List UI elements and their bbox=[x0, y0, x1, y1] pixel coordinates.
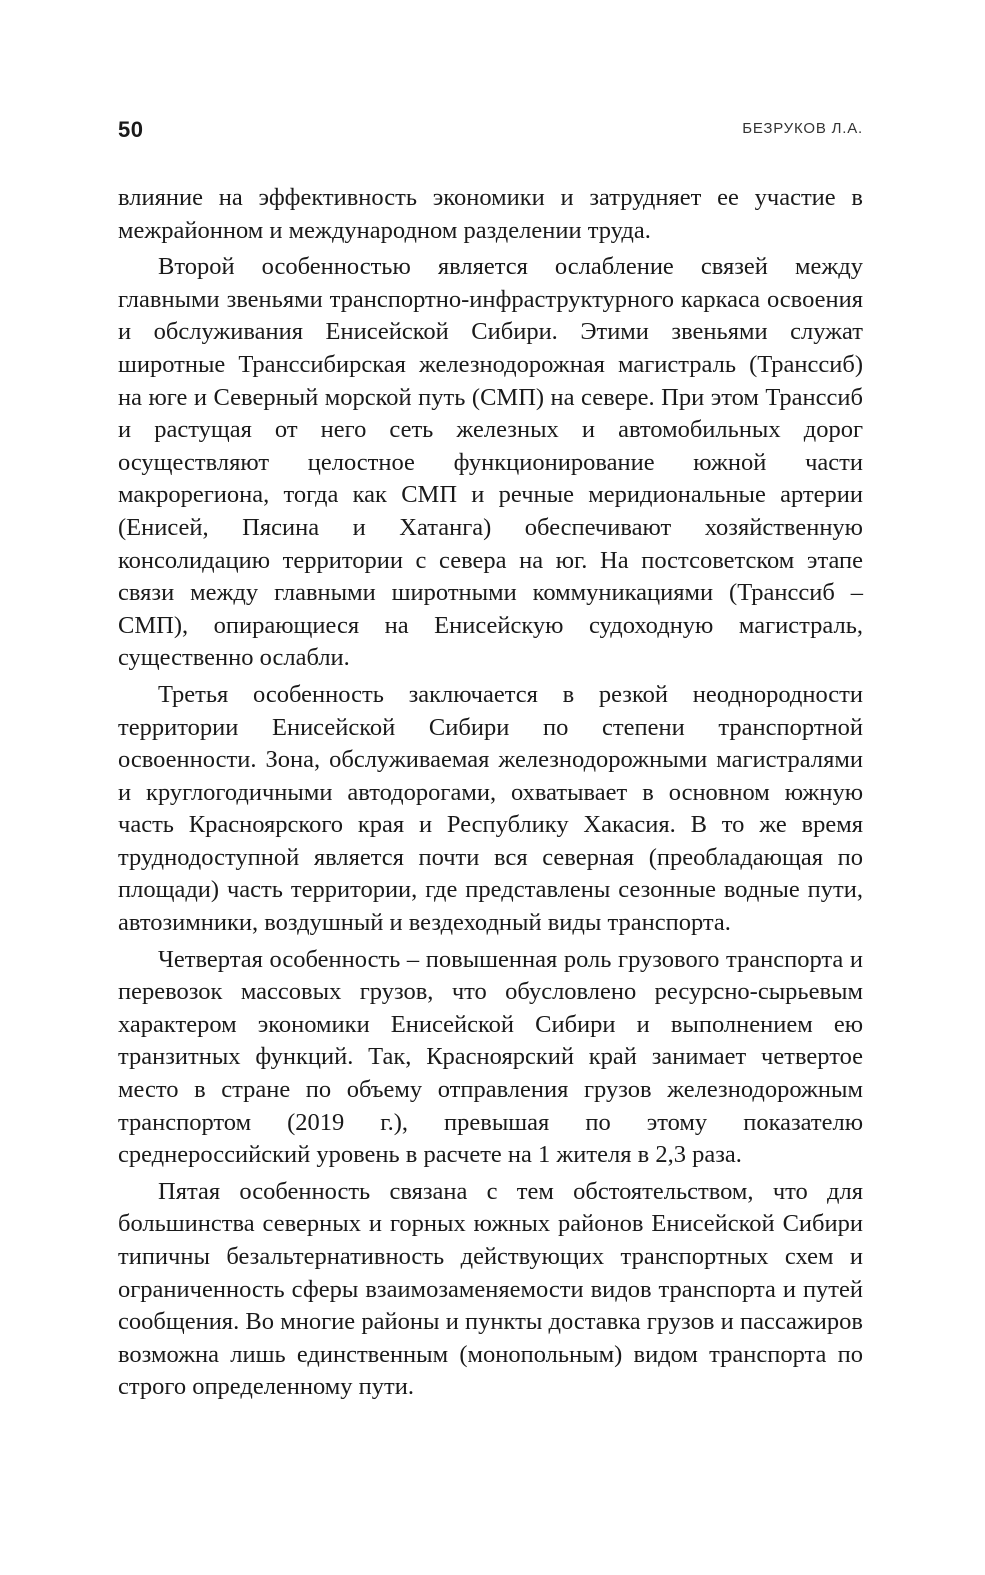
page-header bbox=[118, 117, 863, 147]
paragraph-fifth-feature: Пятая особенность связана с тем обстоятельством, что для большинства северных и горных южных районов Енисейской Сибири типичны безальтернативность действующих транспортных схем и ограниченность сферы взаимозаменяемости видов транспорта и путей сообщения. Во многие районы и пункты доставка грузов и пассажиров возможна лишь единственным (монопольным) видом транспорта по строго определенному пути. bbox=[118, 1177, 863, 1401]
running-head-author: БЕЗРУКОВ Л.А. bbox=[742, 120, 863, 137]
page-number: 50 bbox=[118, 117, 144, 142]
paragraph-fourth-feature: Четвертая особенность – повышенная роль грузового транспорта и перевозок массовых грузов, что обусловлено ресурсно-сырьевым характером экономики Енисейской Сибири и выполнением ею транзитных функций. Так, Красноярский край занимает четвертое место в стране по объему отправления грузов железнодорожным транспортом (2019 г.), превышая по этому показателю среднероссийский уровень в расчете на 1 жителя в 2,3 раза. bbox=[118, 945, 863, 1169]
text-body bbox=[118, 182, 863, 1404]
paragraph-third-feature: Третья особенность заключается в резкой неоднородности территории Енисейской Сибири по степени транспортной освоенности. Зона, обслуживаемая железнодорожными магистралями и круглогодичными автодорогами, охватывает в основном южную часть Красноярского края и Республику Хакасия. В то же время труднодоступной является почти вся северная (преобладающая по площади) часть территории, где представлены сезонные водные пути, автозимники, воздушный и вездеходный виды транспорта. bbox=[118, 680, 863, 937]
paragraph-continuation: влияние на эффективность экономики и затрудняет ее участие в межрайонном и международном разделении труда. bbox=[118, 184, 863, 244]
paragraph-second-feature: Второй особенностью является ослабление связей между главными звеньями транспортно-инфраструктурного каркаса освоения и обслуживания Енисейской Сибири. Этими звеньями служат широтные Транссибирская железнодорожная магистраль (Транссиб) на юге и Северный морской путь (СМП) на севере. При этом Транссиб и растущая от него сеть железных и автомобильных дорог осуществляют целостное функционирование южной части макрорегиона, тогда как СМП и речные меридиональные артерии (Енисей, Пясина и Хатанга) обеспечивают хозяйственную консолидацию территории с севера на юг. На постсоветском этапе связи между главными широтными коммуникациями (Транссиб – СМП), опирающиеся на Енисейскую судоходную магистраль, существенно ослабли. bbox=[118, 253, 863, 672]
